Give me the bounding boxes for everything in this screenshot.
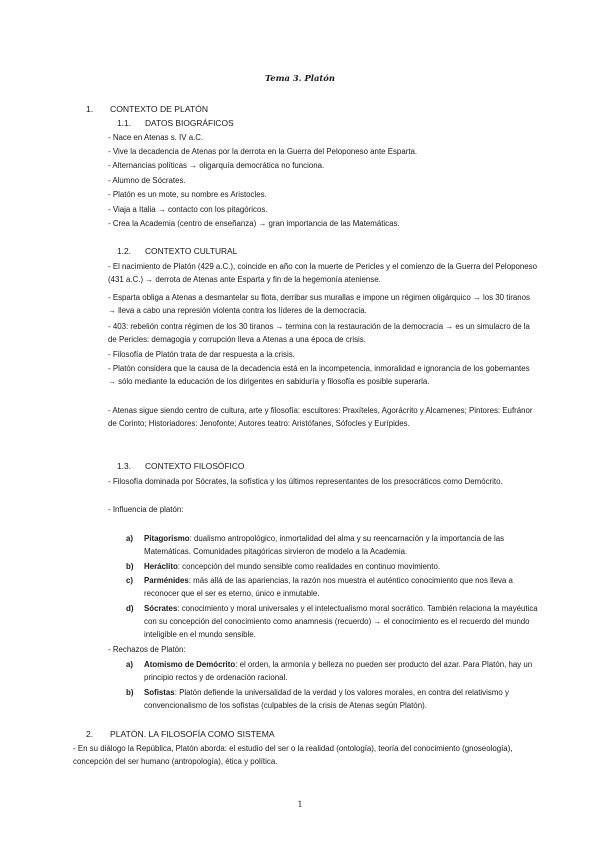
rejection-label: - Rechazos de Platón: (108, 645, 186, 654)
list-text: : dualismo antropológico, inmortalidad del alma y su reencarnación y la importancia de las Matemáticas. Comunidades pitagóricas sirvieron de modelo a la Academia. (144, 534, 505, 556)
list-marker: c) (126, 576, 134, 585)
biography-line: - Nace en Atenas s. IV a.C. (108, 133, 204, 142)
biography-line: - Platón es un mote, su nombre es Aristocles. (108, 190, 267, 199)
section-title: PLATÓN. LA FILOSOFÍA COMO SISTEMA (110, 729, 275, 739)
subsection-number: 1.2. (117, 246, 131, 256)
list-term: Sofistas (144, 688, 175, 697)
list-text: : concepción del mundo sensible como realidades en continuo movimiento. (177, 562, 441, 571)
list-marker: b) (126, 562, 134, 571)
list-term: Heráclito (144, 562, 178, 571)
biography-line: - Alumno de Sócrates. (108, 176, 186, 185)
cultural-paragraph: - 403: rebelión contra régimen de los 30 tiranos → termina con la restauración de la democracia → es un simulacro de la de Pericles: demagogia y corrupción lleva a Atenas a una época de crisis. (108, 322, 530, 344)
list-term: Parménides (144, 576, 189, 585)
biography-line: - Vive la decadencia de Atenas por la derrota en la Guerra del Peloponeso ante Esparta. (108, 147, 418, 156)
influence-label: - Influencia de platón: (108, 505, 184, 514)
cultural-paragraph: - Platón considera que la causa de la decadencia está en la incompetencia, inmoralidad e ignorancia de los gobernantes → sólo mediante la educación de los dirigentes en sabiduría y filosofía es posible superarla. (108, 364, 530, 386)
list-text: : más allá de las apariencias, la razón nos muestra el auténtico conocimiento que nos lleva a reconocer que el ser es eterno, único e inmutable. (144, 576, 513, 598)
biography-line: - Crea la Academia (centro de enseñanza) → gran importancia de las Matemáticas. (108, 219, 400, 228)
list-marker: a) (126, 660, 134, 669)
subsection-title: CONTEXTO FILOSÓFICO (145, 461, 245, 471)
section-number: 2. (86, 729, 94, 739)
philosophical-intro: - Filosofía dominada por Sócrates, la sofística y los últimos representantes de los presocráticos como Demócrito. (108, 477, 503, 486)
subsection-number: 1.3. (117, 461, 131, 471)
page-number: 1 (297, 800, 303, 809)
list-term: Pitagorismo (144, 534, 190, 543)
list-term: Atomismo de Demócrito (144, 660, 236, 669)
cultural-paragraph: - El nacimiento de Platón (429 a.C.), coincide en año con la muerte de Pericles y el comienzo de la Guerra del Peloponeso (431 a.C.) → derrota de Atenas ante Esparta y fin de la hegemonía ateniense. (108, 262, 537, 284)
biography-line: - Alternancias políticas → oligarquía democrática no funciona. (108, 161, 325, 170)
list-marker: d) (126, 604, 134, 613)
list-text: : conocimiento y moral universales y el intelectualismo moral socrático. También relaciona la mayéutica con su concepción del conocimiento como anamnesis (recuerdo) → el conocimiento es el recuerdo del mundo inteligible en el mundo sensible. (144, 604, 538, 639)
list-marker: a) (126, 534, 134, 543)
cultural-paragraph: - Esparta obliga a Atenas a desmantelar su flota, derribar sus murallas e impone un régimen oligárquico → los 30 tiranos → lleva a cabo una represión violenta contra los líderes de la democracia. (108, 293, 530, 315)
subsection-number: 1.1. (117, 118, 131, 128)
list-text: : Platón defiende la universalidad de la verdad y los valores morales, en contra del relativismo y convencionalismo de los sofistas (culpables de la crisis de Atenas según Platón). (144, 688, 509, 710)
section-number: 1. (86, 104, 94, 114)
section-title: CONTEXTO DE PLATÓN (110, 104, 209, 114)
subsection-title: CONTEXTO CULTURAL (145, 246, 238, 256)
biography-line: - Viaja a Italia → contacto con los pitagóricos. (108, 205, 268, 214)
subsection-title: DATOS BIOGRÁFICOS (145, 118, 234, 128)
list-marker: b) (126, 688, 134, 697)
list-text: : el orden, la armonía y belleza no pueden ser producto del azar. Para Platón, hay un principio rectos y de ordenación racional. (144, 660, 533, 682)
cultural-paragraph: - Filosofía de Platón trata de dar respuesta a la crisis. (108, 350, 295, 359)
document-title: Tema 3. Platón (265, 73, 335, 83)
list-term: Sócrates (144, 604, 178, 613)
cultural-paragraph: - Atenas sigue siendo centro de cultura, arte y filosofía: escultores: Praxíteles, Agorácrito y Alcamenes; Pintores: Eufránor de Corinto; Historiadores: Jenofonte; Autores teatro: Aristófanes, Sófocles y Eurípides. (108, 406, 533, 428)
system-paragraph: - En su diálogo la República, Platón aborda: el estudio del ser o la realidad (ontología), teoría del conocimiento (gnoseología), concepción del ser humano (antropología), ética y política. (73, 744, 513, 766)
